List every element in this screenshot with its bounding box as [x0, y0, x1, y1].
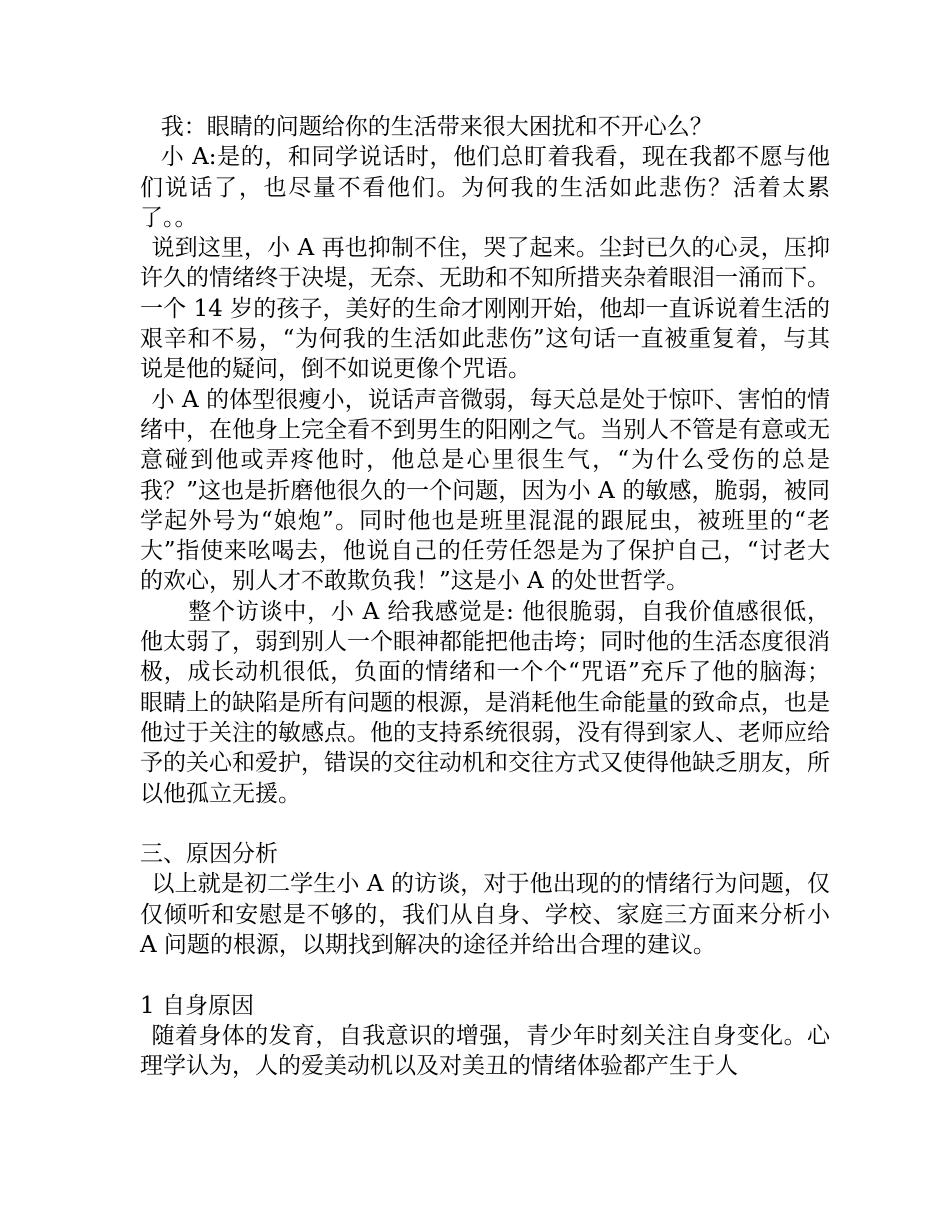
narrative-paragraph-1: 说到这里，小 A 再也抑制不住，哭了起来。尘封已久的心灵，压抑许久的情绪终于决堤，无奈、无助和不知所措夹杂着眼泪一涌而下。一个 14 岁的孩子，美好的生命才刚刚开始，他却一直诉说着生活的艰辛和不易，“为何我的生活如此悲伤”这句话一直被重复着，与其说是他的疑问，倒不如说更像个咒语。 — [140, 235, 830, 383]
self-causes-paragraph: 随着身体的发育，自我意识的增强，青少年时刻关注自身变化。心理学认为，人的爱美动机以及对美丑的情绪体验都产生于人 — [140, 1022, 830, 1080]
dialogue-answer: 小 A:是的，和同学说话时，他们总盯着我看，现在我都不愿与他们说话了，也尽量不看他们。为何我的生活如此悲伤？活着太累了。。 — [140, 144, 830, 231]
cause-analysis-paragraph: 以上就是初二学生小 A 的访谈，对于他出现的的情绪行为问题，仅仅倾听和安慰是不够的，我们从自身、学校、家庭三方面来分析小 A 问题的根源，以期找到解决的途径并给出合理的建议。 — [140, 871, 830, 959]
interview-summary-paragraph: 整个访谈中，小 A 给我感觉是: 他很脆弱，自我价值感很低，他太弱了，弱到别人一个眼神都能把他击垮；同时他的生活态度很消极，成长动机很低，负面的情绪和一个个“咒语”充斥了他的脑海；眼睛上的缺陷是所有问题的根源，是消耗他生命能量的致命点，也是他过于关注的敏感点。他的支持系统很弱，没有得到家人、老师应给予的关心和爱护，错误的交往动机和交往方式又使得他缺乏朋友，所以他孤立无援。 — [140, 598, 830, 807]
spacer — [140, 809, 830, 839]
narrative-paragraph-2: 小 A 的体型很瘦小，说话声音微弱，每天总是处于惊吓、害怕的情绪中，在他身上完全看不到男生的阳刚之气。当别人不管是有意或无意碰到他或弄疼他时，他总是心里很生气，“为什么受伤的总是我？”这也是折磨他很久的一个问题，因为小 A 的敏感，脆弱，被同学起外号为“娘炮”。同时他也是班里混混的跟屁虫，被班里的“老大”指使来吆喝去，他说自己的任劳任怨是为了保护自己，“讨老大的欢心，别人才不敢欺负我！”这是小 A 的处世哲学。 — [140, 386, 830, 595]
section-heading-cause-analysis: 三、原因分析 — [140, 841, 278, 868]
document-page — [140, 112, 830, 1082]
subsection-heading-self-causes: 1 自身原因 — [140, 992, 254, 1019]
dialogue-question: 我：眼睛的问题给你的生活带来很大困扰和不开心么？ — [160, 114, 713, 140]
spacer — [140, 960, 830, 990]
